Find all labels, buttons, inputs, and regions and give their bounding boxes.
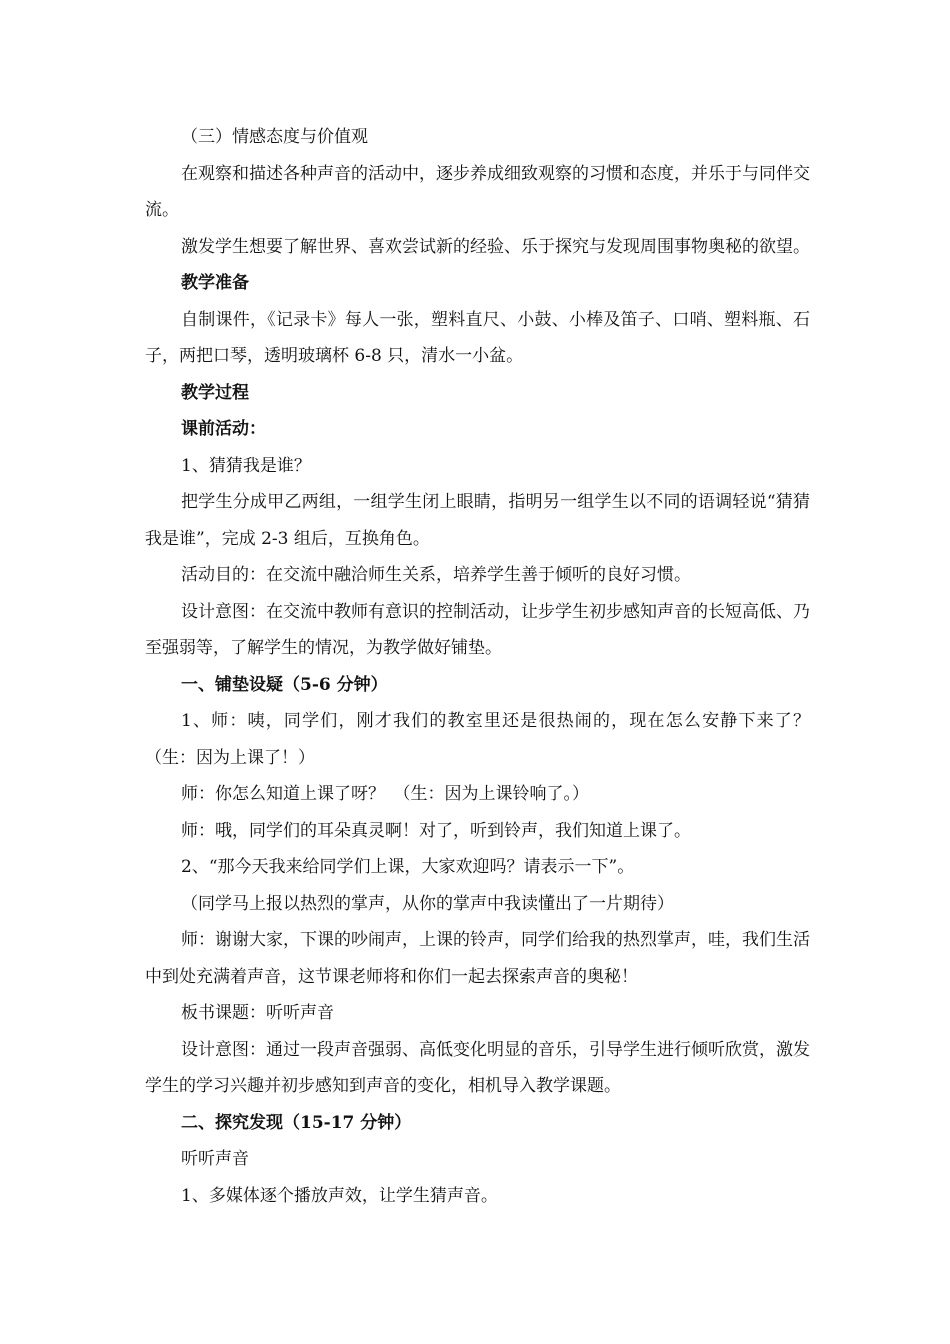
paragraph-activity-purpose: 活动目的：在交流中融洽师生关系，培养学生善于倾听的良好习惯。	[181, 565, 691, 585]
paragraph-guess-who-instructions: 把学生分成甲乙两组，一组学生闭上眼睛，指明另一组学生以不同的语调轻说“猜猜我是谁”，完成 2-3 组后，互换角色。	[145, 492, 810, 549]
heading-pre-class-activity: 课前活动：	[181, 419, 266, 439]
paragraph-dialogue-3: 师：哦，同学们的耳朵真灵啊！对了，听到铃声，我们知道上课了。	[181, 820, 691, 841]
heading-section-two: 二、探究发现（15-17 分钟）	[181, 1112, 412, 1133]
paragraph-design-intent-2: 设计意图：通过一段声音强弱、高低变化明显的音乐，引导学生进行倾听欣赏，激发学生的学习兴趣并初步感知到声音的变化，相机导入教学课题。	[145, 1039, 810, 1096]
paragraph-dialogue-2: 师：你怎么知道上课了呀？ （生：因为上课铃响了。）	[181, 784, 589, 804]
paragraph-listen-sounds: 听听声音	[181, 1149, 249, 1169]
paragraph-materials-list: 自制课件，《记录卡》每人一张，塑料直尺、小鼓、小棒及笛子、口哨、塑料瓶、石子，两把口琴，透明玻璃杯 6-8 只，清水一小盆。	[145, 309, 810, 366]
paragraph-dialogue-4: 2、“那今天我来给同学们上课，大家欢迎吗？请表示一下”。	[181, 857, 635, 877]
paragraph-curiosity-goal: 激发学生想要了解世界、喜欢尝试新的经验、乐于探究与发现周围事物奥秘的欲望。	[181, 236, 810, 257]
heading-teaching-preparation: 教学准备	[181, 273, 249, 293]
paragraph-multimedia-sounds: 1、多媒体逐个播放声效，让学生猜声音。	[181, 1185, 498, 1206]
paragraph-board-title: 板书课题：听听声音	[181, 1003, 334, 1023]
paragraph-design-intent-1: 设计意图：在交流中教师有意识的控制活动，让步学生初步感知声音的长短高低、乃至强弱等，了解学生的情况，为教学做好铺垫。	[145, 601, 810, 658]
heading-teaching-process: 教学过程	[181, 382, 249, 403]
paragraph-dialogue-1: 1、师：咦，同学们，刚才我们的教室里还是很热闹的，现在怎么安静下来了？（生：因为上课了！）	[145, 711, 810, 768]
document-page	[145, 119, 810, 1214]
heading-section-one: 一、铺垫设疑（5-6 分钟）	[181, 674, 388, 695]
paragraph-section-affective-heading: （三）情感态度与价值观	[181, 127, 368, 147]
paragraph-observation-habit: 在观察和描述各种声音的活动中，逐步养成细致观察的习惯和态度，并乐于与同伴交流。	[145, 163, 810, 220]
paragraph-applause-note: （同学马上报以热烈的掌声，从你的掌声中我读懂出了一片期待）	[181, 893, 674, 914]
paragraph-guess-who-title: 1、猜猜我是谁？	[181, 455, 311, 476]
paragraph-dialogue-5: 师：谢谢大家，下课的吵闹声，上课的铃声，同学们给我的热烈掌声，哇，我们生活中到处充满着声音，这节课老师将和你们一起去探索声音的奥秘！	[145, 930, 810, 987]
